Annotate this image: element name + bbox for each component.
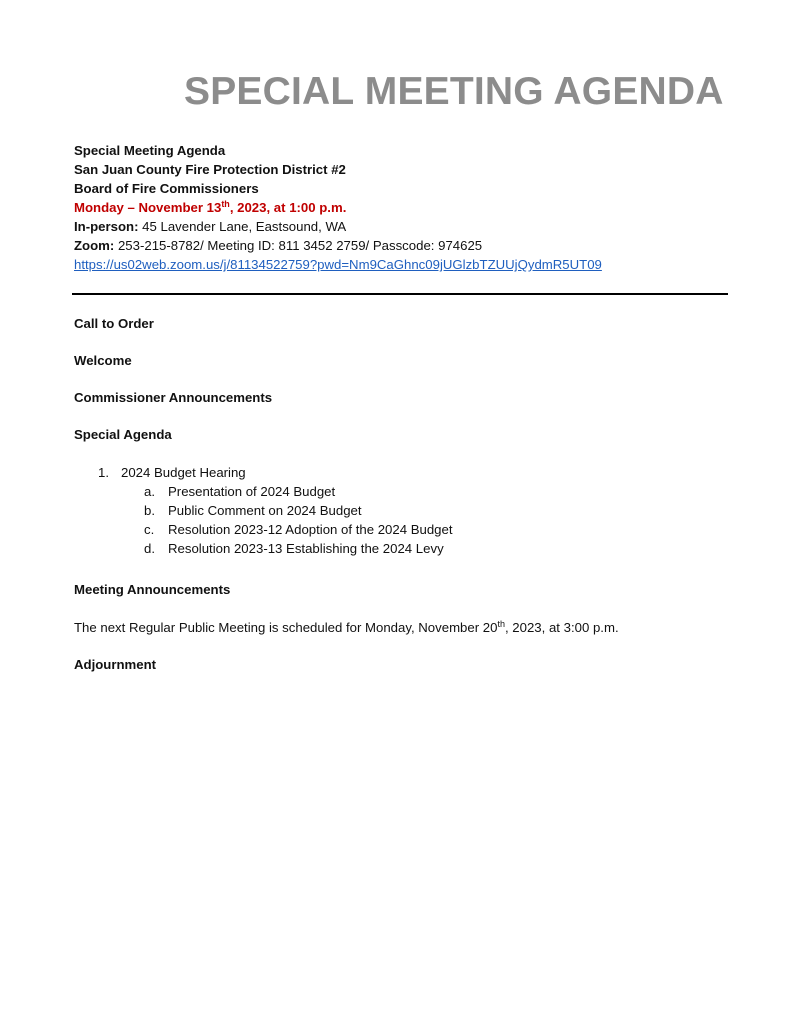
meeting-date: Monday – November 13th, 2023, at 1:00 p.m. [74,199,347,215]
subitem-text: Resolution 2023-12 Adoption of the 2024 Budget [168,522,453,537]
subitem-letter: b. [144,503,155,518]
meeting-header [74,141,602,274]
header-divider [72,293,728,295]
subitem-letter: d. [144,541,155,556]
in-person-location: In-person: 45 Lavender Lane, Eastsound, WA [74,219,347,234]
subitem-text: Public Comment on 2024 Budget [168,503,362,518]
subitem-text: Presentation of 2024 Budget [168,484,336,499]
section-welcome: Welcome [74,353,132,368]
document-title: SPECIAL MEETING AGENDA [184,70,724,113]
section-special-agenda: Special Agenda [74,427,172,442]
header-district: San Juan County Fire Protection District #2 [74,162,346,177]
agenda-item-label: 2024 Budget Hearing [121,465,246,480]
section-meeting-announcements: Meeting Announcements [74,582,231,597]
section-call-to-order: Call to Order [74,316,154,331]
zoom-details: Zoom: 253-215-8782/ Meeting ID: 811 3452 2759/ Passcode: 974625 [74,238,483,253]
agenda-item-number: 1. [98,465,109,480]
subitem-text: Resolution 2023-13 Establishing the 2024 Levy [168,541,444,556]
header-board: Board of Fire Commissioners [74,181,259,196]
subitem-letter: a. [144,484,155,499]
zoom-link[interactable]: https://us02web.zoom.us/j/81134522759?pwd=Nm9CaGhnc09jUGlzbTZUUjQydmR5UT09 [74,257,602,272]
section-commissioner-announcements: Commissioner Announcements [74,390,273,405]
section-adjournment: Adjournment [74,657,157,672]
next-meeting-text: The next Regular Public Meeting is scheduled for Monday, November 20th, 2023, at 3:00 p.m. [74,619,619,635]
subitem-letter: c. [144,522,155,537]
header-agenda-type: Special Meeting Agenda [74,143,226,158]
